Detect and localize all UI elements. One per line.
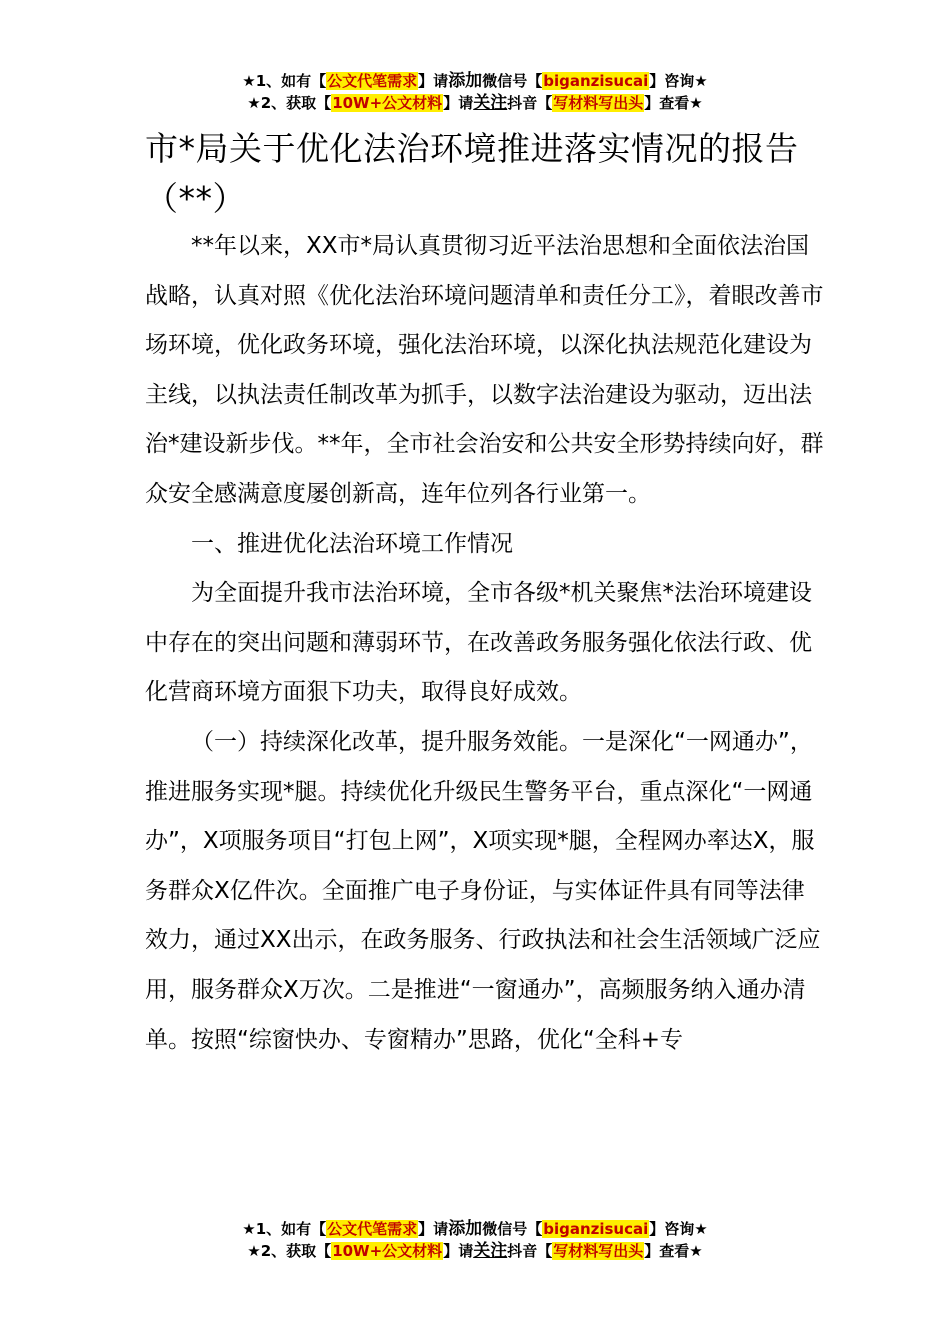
banner-emphasis: 添加 (448, 1219, 483, 1239)
banner-text: 】查看★ (644, 1242, 703, 1260)
banner-emphasis: 关注 (473, 93, 508, 113)
banner-highlight: 公文代笔需求 (327, 72, 418, 90)
banner-text: 抖音【 (507, 1242, 553, 1260)
banner-text: 】查看★ (644, 94, 703, 112)
banner-text: 抖音【 (507, 94, 553, 112)
banner-text: 微信号【 (482, 1220, 543, 1238)
section-heading: 一、推进优化法治环境工作情况 (191, 530, 513, 557)
banner-line-1 (0, 70, 950, 92)
banner-highlight: biganzisucai (543, 72, 649, 90)
banner-line-1 (0, 1218, 950, 1240)
banner-text: 】请 (443, 1242, 474, 1260)
paragraph-overview: 为全面提升我市法治环境，全市各级*机关聚焦*法治环境建设中存在的突出问题和薄弱环节，在改善政务服务强化依法行政、优化营商环境方面狠下功夫，取得良好成效。 (145, 580, 812, 706)
banner-highlight: 写材料写出头 (553, 1242, 644, 1260)
banner-line-2 (0, 92, 950, 114)
banner-emphasis: 添加 (448, 71, 483, 91)
banner-highlight: 10W+公文材料 (332, 94, 443, 112)
banner-emphasis: 关注 (473, 1241, 508, 1261)
banner-highlight: 写材料写出头 (553, 94, 644, 112)
banner-highlight: biganzisucai (543, 1220, 649, 1238)
top-banner (0, 70, 950, 114)
banner-text: ★1、如有【 (242, 1220, 327, 1238)
banner-text: ★2、获取【 (247, 1242, 332, 1260)
banner-text: 】请 (443, 94, 474, 112)
bottom-banner (0, 1218, 950, 1262)
banner-text: 微信号【 (482, 72, 543, 90)
banner-text: ★2、获取【 (247, 94, 332, 112)
banner-line-2 (0, 1240, 950, 1262)
document-title: 市*局关于优化法治环境推进落实情况的报告（**） (145, 129, 799, 218)
banner-highlight: 公文代笔需求 (327, 1220, 418, 1238)
paragraph-reform: （一）持续深化改革，提升服务效能。一是深化“一网通办”，推进服务实现*腿。持续优化升级民生警务平台，重点深化“一网通办”，X项服务项目“打包上网”，X项实现*腿，全程网办率达X，服务群众X亿件次。全面推广电子身份证，与实体证件具有同等法律效力，通过XX出示，在政务服务、行政执法和社会生活领域广泛应用，服务群众X万次。二是推进“一窗通办”，高频服务纳入通办清单。按照“综窗快办、专窗精办”思路，优化“全科+专 (145, 728, 821, 1053)
document-body (145, 222, 825, 1065)
banner-text: 】咨询★ (649, 72, 708, 90)
banner-text: 】请 (418, 72, 449, 90)
banner-text: ★1、如有【 (242, 72, 327, 90)
banner-text: 】咨询★ (649, 1220, 708, 1238)
paragraph-intro: **年以来，XX市*局认真贯彻习近平法治思想和全面依法治国战略，认真对照《优化法治环境问题清单和责任分工》，着眼改善市场环境，优化政务环境，强化法治环境，以深化执法规范化建设为主线，以执法责任制改革为抓手，以数字法治建设为驱动，迈出法治*建设新步伐。**年，全市社会治安和公共安全形势持续向好，群众安全感满意度屡创新高，连年位列各行业第一。 (145, 233, 824, 507)
banner-highlight: 10W+公文材料 (332, 1242, 443, 1260)
banner-text: 】请 (418, 1220, 449, 1238)
